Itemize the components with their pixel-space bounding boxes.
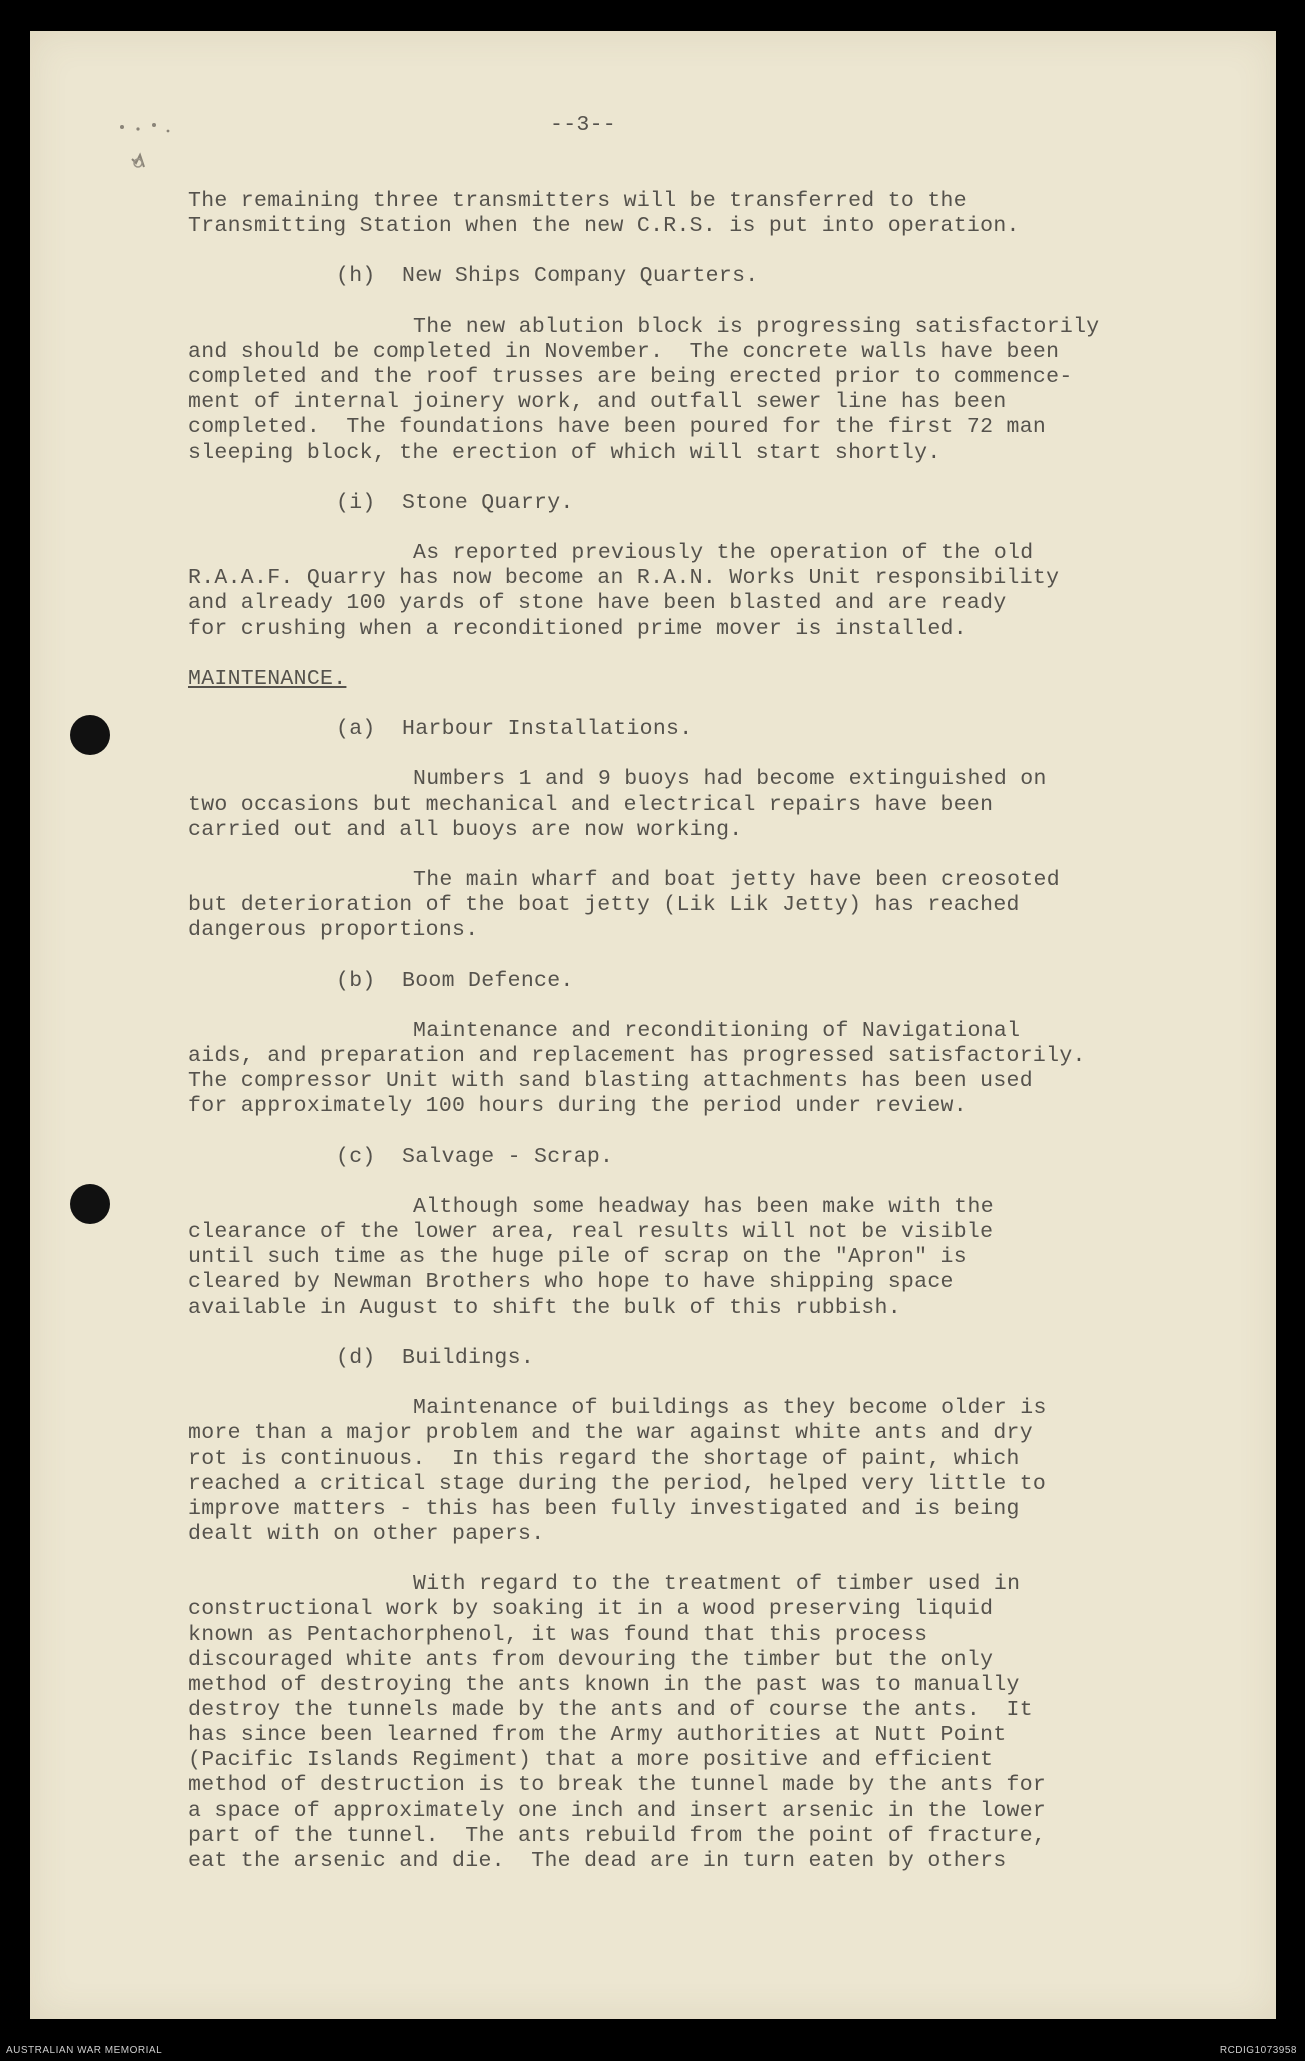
text-line: and should be completed in November. The concrete walls have been <box>188 340 1060 364</box>
typed-text-body <box>30 31 1276 2019</box>
text-line: method of destruction is to break the tunnel made by the ants for <box>188 1773 1047 1797</box>
text-line: dangerous proportions. <box>188 918 479 942</box>
text-line: Transmitting Station when the new C.R.S. is put into operation. <box>188 214 1020 238</box>
text-line: known as Pentachorphenol, it was found that this process <box>188 1623 928 1647</box>
text-line: With regard to the treatment of timber used in <box>413 1572 1021 1596</box>
text-line: clearance of the lower area, real results will not be visible <box>188 1220 994 1244</box>
text-line: but deterioration of the boat jetty (Lik Lik Jetty) has reached <box>188 893 1020 917</box>
text-line: The main wharf and boat jetty have been creosoted <box>413 868 1060 892</box>
text-line: cleared by Newman Brothers who hope to have shipping space <box>188 1270 954 1294</box>
text-line: carried out and all buoys are now working. <box>188 818 743 842</box>
text-line: ment of internal joinery work, and outfall sewer line has been <box>188 390 1007 414</box>
text-line: Maintenance of buildings as they become older is <box>413 1396 1047 1420</box>
text-line: for approximately 100 hours during the period under review. <box>188 1094 967 1118</box>
text-line: sleeping block, the erection of which will start shortly. <box>188 441 941 465</box>
document-page <box>30 31 1276 2019</box>
text-line: Although some headway has been make with the <box>413 1195 994 1219</box>
text-line: has since been learned from the Army authorities at Nutt Point <box>188 1723 1007 1747</box>
section-heading: (h) New Ships Company Quarters. <box>336 264 759 288</box>
text-line: improve matters - this has been fully investigated and is being <box>188 1497 1020 1521</box>
text-line: more than a major problem and the war against white ants and dry <box>188 1421 1033 1445</box>
text-line: Numbers 1 and 9 buoys had become extinguished on <box>413 767 1047 791</box>
text-line: method of destroying the ants known in the past was to manually <box>188 1673 1020 1697</box>
footer-archive-name: AUSTRALIAN WAR MEMORIAL <box>6 2045 163 2056</box>
text-line: part of the tunnel. The ants rebuild from the point of fracture, <box>188 1824 1047 1848</box>
text-line: destroy the tunnels made by the ants and of course the ants. It <box>188 1698 1033 1722</box>
text-line: As reported previously the operation of the old <box>413 541 1034 565</box>
text-line: for crushing when a reconditioned prime mover is installed. <box>188 617 967 641</box>
text-line: (Pacific Islands Regiment) that a more positive and efficient <box>188 1748 994 1772</box>
section-heading: (c) Salvage - Scrap. <box>336 1145 614 1169</box>
text-line: Maintenance and reconditioning of Navigational <box>413 1019 1021 1043</box>
text-line: The remaining three transmitters will be transferred to the <box>188 189 967 213</box>
text-line: rot is continuous. In this regard the shortage of paint, which <box>188 1447 1020 1471</box>
text-line: available in August to shift the bulk of this rubbish. <box>188 1296 901 1320</box>
section-heading: (d) Buildings. <box>336 1346 535 1370</box>
section-heading: (a) Harbour Installations. <box>336 717 693 741</box>
text-line: eat the arsenic and die. The dead are in turn eaten by others <box>188 1849 1007 1873</box>
text-line: two occasions but mechanical and electrical repairs have been <box>188 793 994 817</box>
text-line: completed. The foundations have been poured for the first 72 man <box>188 415 1047 439</box>
text-line: dealt with on other papers. <box>188 1522 545 1546</box>
text-line: The new ablution block is progressing satisfactorily <box>413 315 1100 339</box>
text-line: constructional work by soaking it in a wood preserving liquid <box>188 1597 994 1621</box>
text-line: discouraged white ants from devouring the timber but the only <box>188 1648 994 1672</box>
text-line: completed and the roof trusses are being erected prior to commence- <box>188 365 1073 389</box>
main-heading: MAINTENANCE. <box>188 667 347 691</box>
text-line: and already 100 yards of stone have been blasted and are ready <box>188 591 1007 615</box>
footer-record-id: RCDIG1073958 <box>1219 2045 1297 2056</box>
page-number: --3-- <box>550 113 617 137</box>
text-line: aids, and preparation and replacement has progressed satisfactorily. <box>188 1044 1086 1068</box>
text-line: a space of approximately one inch and insert arsenic in the lower <box>188 1799 1047 1823</box>
section-heading: (b) Boom Defence. <box>336 969 574 993</box>
section-heading: (i) Stone Quarry. <box>336 491 574 515</box>
text-line: The compressor Unit with sand blasting attachments has been used <box>188 1069 1033 1093</box>
text-line: reached a critical stage during the period, helped very little to <box>188 1472 1047 1496</box>
text-line: R.A.A.F. Quarry has now become an R.A.N. Works Unit responsibility <box>188 566 1060 590</box>
text-line: until such time as the huge pile of scrap on the "Apron" is <box>188 1245 967 1269</box>
